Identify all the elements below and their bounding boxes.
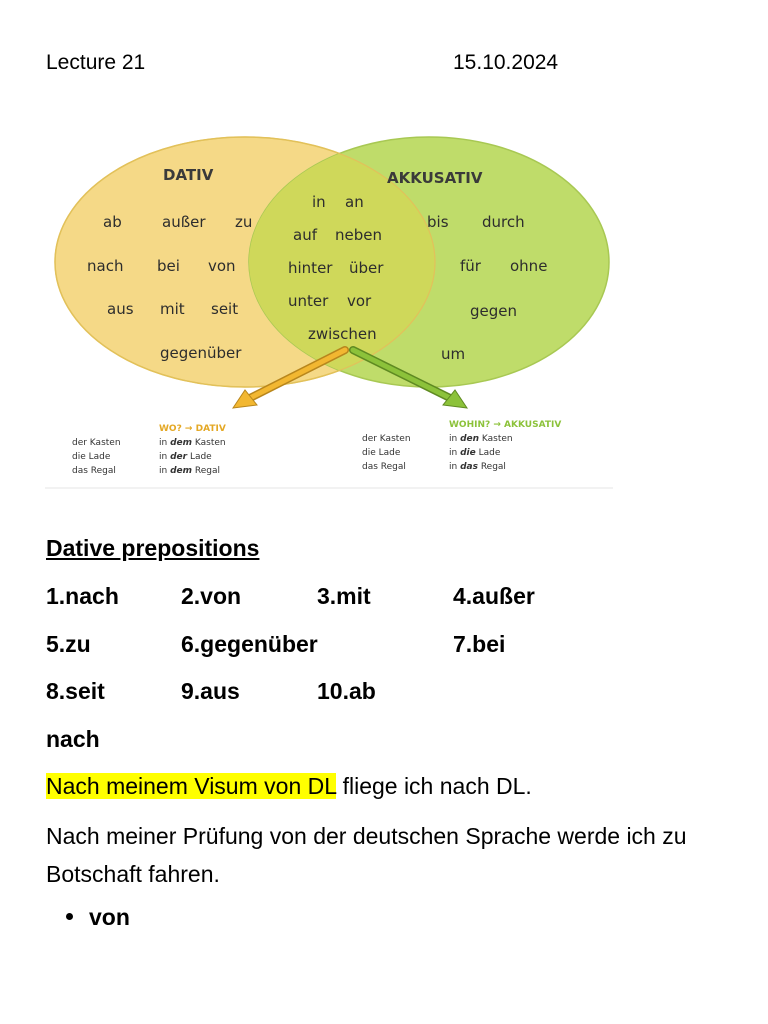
preposition-item: 1.nach xyxy=(46,583,119,609)
dativ-word: mit xyxy=(160,300,185,318)
preposition-item: 4.außer xyxy=(453,583,535,609)
example: in die Lade xyxy=(449,448,501,458)
sentence-2: Nach meiner Prüfung von der deutschen Sprache werde ich zu Botschaft fahren. xyxy=(46,823,687,887)
highlighted-text: Nach meinem Visum von DL xyxy=(46,773,337,799)
both-word: unter xyxy=(288,292,329,310)
preposition-item: 5.zu xyxy=(46,631,91,657)
akkusativ-word: ohne xyxy=(510,257,548,275)
wohin-akkusativ-label: WOHIN? → AKKUSATIV xyxy=(449,420,562,430)
sentence-1 xyxy=(46,773,532,800)
preposition-item: 2.von xyxy=(181,583,242,609)
noun: das Regal xyxy=(362,462,406,472)
preposition-item: 10.ab xyxy=(317,678,376,704)
bullet-text: von xyxy=(89,904,130,930)
example: in dem Kasten xyxy=(159,438,226,448)
both-word: zwischen xyxy=(308,325,377,343)
akkusativ-word: für xyxy=(460,257,481,275)
example: in den Kasten xyxy=(449,434,513,444)
dativ-word: ab xyxy=(103,213,122,231)
both-word: an xyxy=(345,193,364,211)
dativ-word: zu xyxy=(235,213,253,231)
lecture-label: Lecture 21 xyxy=(46,51,146,74)
dativ-title: DATIV xyxy=(163,166,214,184)
prepositions-venn-diagram xyxy=(45,135,613,490)
wo-dativ-label: WO? → DATIV xyxy=(159,424,226,434)
both-word: in xyxy=(312,193,326,211)
dativ-nouns xyxy=(72,438,121,476)
noun: die Lade xyxy=(72,452,111,462)
section-title: Dative prepositions xyxy=(46,535,260,561)
dativ-examples xyxy=(159,438,226,476)
noun: das Regal xyxy=(72,466,116,476)
dativ-word: gegenüber xyxy=(160,344,242,362)
dativ-word: außer xyxy=(162,213,206,231)
noun: der Kasten xyxy=(72,438,121,448)
both-word: über xyxy=(349,259,384,277)
noun: der Kasten xyxy=(362,434,411,444)
dativ-word: von xyxy=(208,257,236,275)
example: in dem Regal xyxy=(159,466,220,476)
preposition-item: 8.seit xyxy=(46,678,105,704)
nach-heading: nach xyxy=(46,726,100,752)
dativ-word: seit xyxy=(211,300,239,318)
sentence-1-rest: fliege ich nach DL. xyxy=(336,773,532,799)
akkusativ-title: AKKUSATIV xyxy=(387,169,483,187)
both-word: hinter xyxy=(288,259,333,277)
dativ-word: aus xyxy=(107,300,134,318)
akkusativ-nouns xyxy=(362,434,411,472)
bullet-list-item xyxy=(66,904,130,931)
both-word: vor xyxy=(347,292,372,310)
both-word: auf xyxy=(293,226,317,244)
example: in das Regal xyxy=(449,462,506,472)
akkusativ-word: um xyxy=(441,345,466,363)
preposition-item: 7.bei xyxy=(453,631,506,657)
preposition-item: 9.aus xyxy=(181,678,240,704)
date-label: 15.10.2024 xyxy=(453,51,559,74)
both-word: neben xyxy=(335,226,382,244)
dativ-word: nach xyxy=(87,257,124,275)
example: in der Lade xyxy=(159,452,212,462)
akkusativ-examples xyxy=(449,434,513,472)
bullet-icon xyxy=(66,913,73,920)
akkusativ-word: durch xyxy=(482,213,525,231)
preposition-item: 3.mit xyxy=(317,583,371,609)
preposition-item: 6.gegenüber xyxy=(181,631,318,657)
akkusativ-word: gegen xyxy=(470,302,518,320)
akkusativ-word: bis xyxy=(427,213,449,231)
noun: die Lade xyxy=(362,448,401,458)
dativ-word: bei xyxy=(157,257,180,275)
